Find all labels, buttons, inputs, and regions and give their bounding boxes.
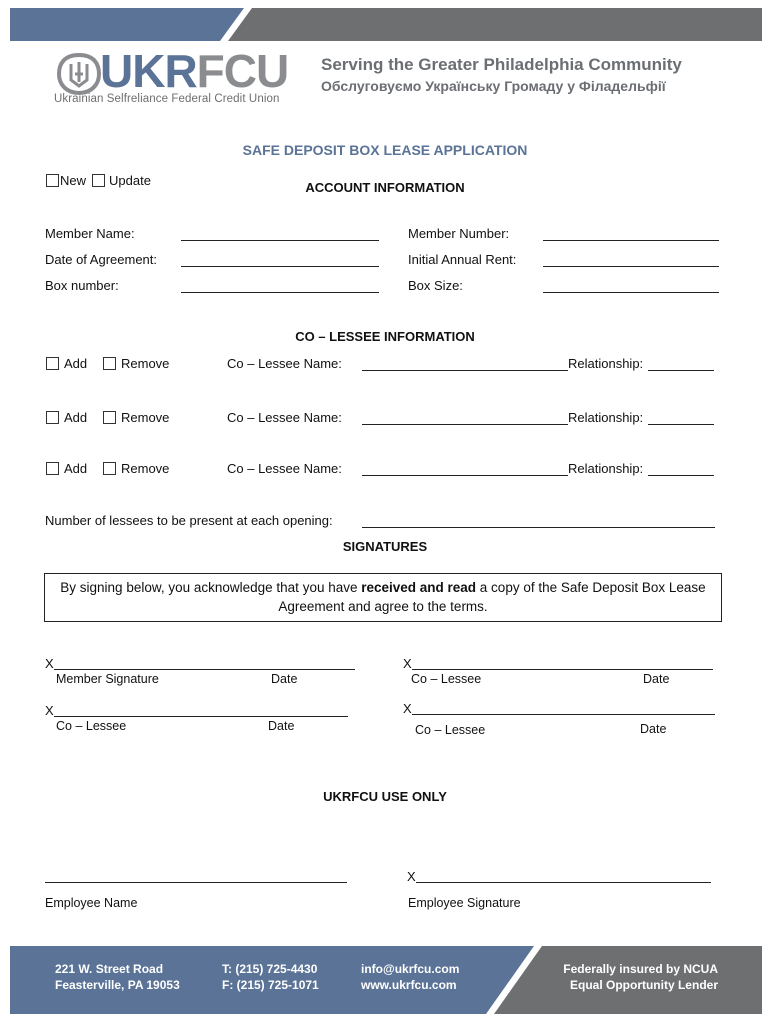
colessee-3-relationship-field[interactable] [648, 475, 714, 476]
colessee-3-remove-checkbox[interactable] [103, 462, 116, 475]
footer-email-link[interactable]: info@ukrfcu.com [361, 962, 460, 976]
colessee-2-relationship-label: Relationship: [568, 410, 644, 425]
tagline-english: Serving the Greater Philadelphia Community [321, 55, 682, 74]
colessee-signature-3-date-label: Date [640, 722, 667, 736]
colessee-1-add-checkbox[interactable] [46, 357, 59, 370]
colessee-1-remove-label: Remove [121, 356, 170, 371]
member-signature-field[interactable] [54, 669, 355, 670]
member-name-field[interactable] [181, 240, 379, 241]
colessee-3-relationship-label: Relationship: [568, 461, 644, 476]
colessee-2-name-label: Co – Lessee Name: [227, 410, 342, 425]
initial-annual-rent-label: Initial Annual Rent: [408, 252, 517, 267]
notice-text-bold: received and read [361, 580, 477, 595]
update-label: Update [109, 173, 151, 188]
member-number-label: Member Number: [408, 226, 510, 241]
box-number-field[interactable] [181, 292, 379, 293]
lessees-present-field[interactable] [362, 527, 715, 528]
employee-name-label: Employee Name [45, 896, 138, 910]
tagline-ukrainian: Обслуговуємо Українську Громаду у Філадельфії [321, 78, 666, 94]
initial-annual-rent-field[interactable] [543, 266, 719, 267]
account-heading: ACCOUNT INFORMATION [305, 180, 465, 195]
employee-signature-field[interactable] [416, 882, 711, 883]
footer-website-link[interactable]: www.ukrfcu.com [361, 978, 457, 992]
member-signature-date-label: Date [271, 672, 298, 686]
colessee-signature-1-date-label: Date [643, 672, 670, 686]
member-signature-x: X [45, 656, 54, 671]
colessee-signature-2-field[interactable] [54, 716, 348, 717]
logo-subtitle: Ukrainian Selfreliance Federal Credit Union [54, 93, 280, 105]
employee-name-field[interactable] [45, 882, 347, 883]
footer-address-line1: 221 W. Street Road [55, 962, 164, 976]
new-label: New [60, 173, 87, 188]
footer-address-line2: Feasterville, PA 19053 [55, 978, 180, 992]
lessees-present-label: Number of lessees to be present at each opening: [45, 513, 333, 528]
member-signature-label: Member Signature [56, 672, 159, 686]
form-title: SAFE DEPOSIT BOX LEASE APPLICATION [242, 142, 528, 158]
colessee-signature-1-label: Co – Lessee [411, 672, 482, 686]
signatures-heading: SIGNATURES [342, 539, 428, 554]
colessee-3-remove-label: Remove [121, 461, 170, 476]
date-of-agreement-label: Date of Agreement: [45, 252, 158, 267]
notice-line-2: Agreement and agree to the terms. [278, 599, 488, 614]
logo-fcu: FCU [196, 45, 289, 97]
colessee-heading: CO – LESSEE INFORMATION [295, 329, 475, 344]
member-name-label: Member Name: [45, 226, 135, 241]
notice-text-after: a copy of the Safe Deposit Box Lease [476, 580, 706, 595]
footer-fax: F: (215) 725-1071 [222, 978, 319, 992]
colessee-1-remove-checkbox[interactable] [103, 357, 116, 370]
box-number-label: Box number: [45, 278, 119, 293]
colessee-signature-2-label: Co – Lessee [56, 719, 127, 733]
colessee-signature-1-field[interactable] [412, 669, 713, 670]
colessee-3-add-checkbox[interactable] [46, 462, 59, 475]
colessee-2-relationship-field[interactable] [648, 424, 714, 425]
colessee-3-add-label: Add [64, 461, 88, 476]
employee-signature-label: Employee Signature [408, 896, 521, 910]
colessee-signature-1-x: X [403, 656, 412, 671]
trident-emblem-icon [56, 52, 102, 96]
employee-signature-x: X [407, 869, 416, 884]
member-number-field[interactable] [543, 240, 719, 241]
logo [54, 45, 304, 108]
colessee-signature-2-x: X [45, 703, 54, 718]
footer-phone: T: (215) 725-4430 [222, 962, 318, 976]
box-size-field[interactable] [543, 292, 719, 293]
logo-ukr: UKR [100, 45, 197, 97]
header-banner [10, 8, 762, 41]
logo-text [100, 46, 288, 96]
colessee-1-add-label: Add [64, 356, 88, 371]
colessee-2-add-label: Add [64, 410, 88, 425]
footer-equal-lender: Equal Opportunity Lender [569, 978, 718, 992]
date-of-agreement-field[interactable] [181, 266, 379, 267]
colessee-1-relationship-field[interactable] [648, 370, 714, 371]
colessee-1-name-label: Co – Lessee Name: [227, 356, 342, 371]
colessee-signature-3-field[interactable] [412, 714, 715, 715]
colessee-3-name-field[interactable] [362, 475, 568, 476]
use-only-heading: UKRFCU USE ONLY [323, 789, 447, 804]
colessee-2-name-field[interactable] [362, 424, 568, 425]
colessee-signature-2-date-label: Date [268, 719, 295, 733]
colessee-2-add-checkbox[interactable] [46, 411, 59, 424]
notice-line-1 [44, 580, 722, 596]
colessee-signature-3-x: X [403, 701, 412, 716]
notice-text-before: By signing below, you acknowledge that you have [60, 580, 362, 595]
colessee-2-remove-label: Remove [121, 410, 170, 425]
footer-insured: Federally insured by NCUA [563, 962, 718, 976]
colessee-1-relationship-label: Relationship: [568, 356, 644, 371]
box-size-label: Box Size: [408, 278, 463, 293]
colessee-signature-3-label: Co – Lessee [415, 723, 486, 737]
colessee-1-name-field[interactable] [362, 370, 568, 371]
colessee-3-name-label: Co – Lessee Name: [227, 461, 342, 476]
colessee-2-remove-checkbox[interactable] [103, 411, 116, 424]
